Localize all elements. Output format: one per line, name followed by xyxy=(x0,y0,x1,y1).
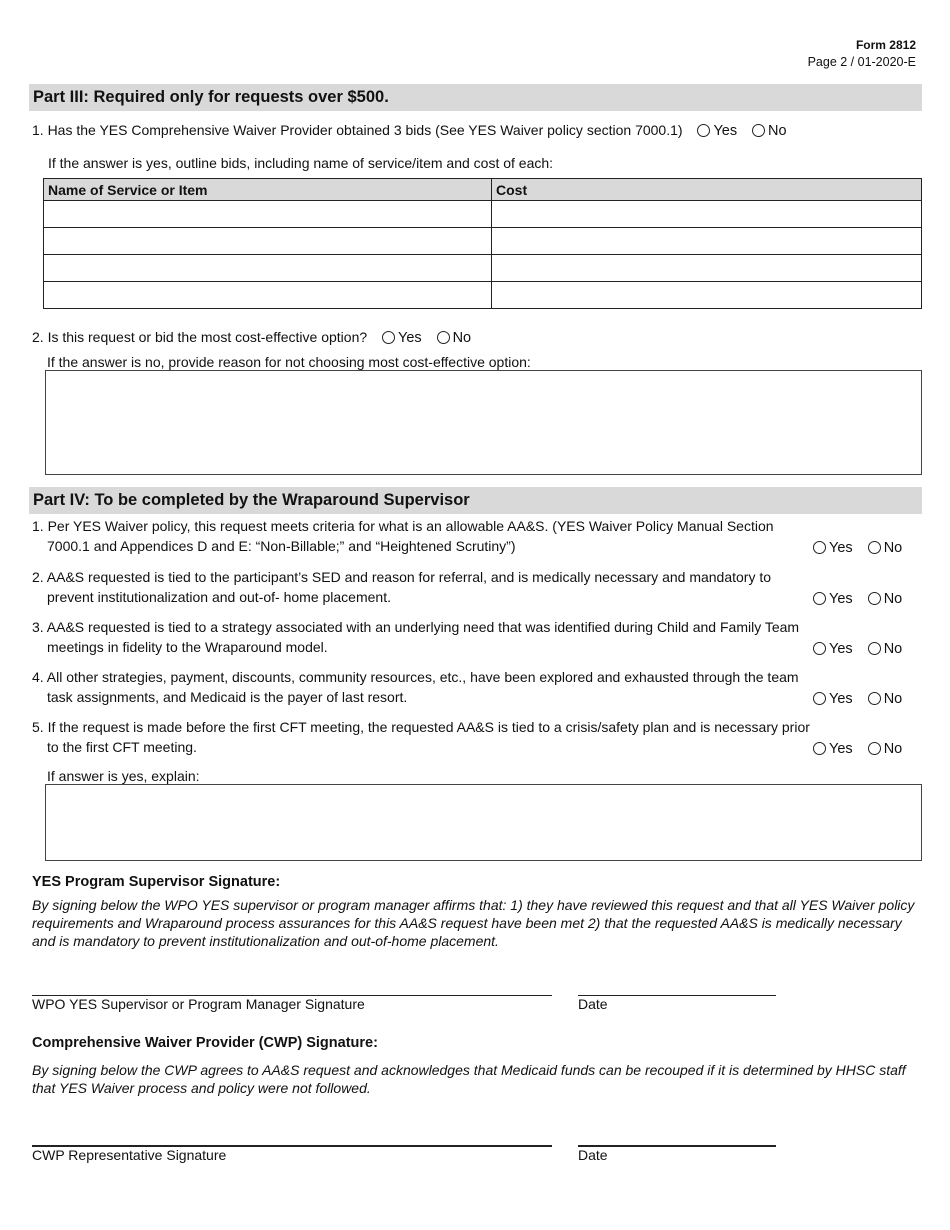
radio-button-icon[interactable] xyxy=(813,642,826,655)
radio-button-icon[interactable] xyxy=(437,331,450,344)
no-option[interactable]: No xyxy=(868,641,903,657)
radio-button-icon[interactable] xyxy=(868,692,881,705)
bids-table xyxy=(43,178,922,309)
radio-button-icon[interactable] xyxy=(697,124,710,137)
table-row xyxy=(44,228,922,255)
q2-no-option[interactable]: No xyxy=(437,328,472,348)
criterion-1: 1. Per YES Waiver policy, this request meets criteria for what is an allowable AA&S. (YES Waiver Policy Manual Section 7000.1 and Appendices D and E: “Non-Billable;” and “Heightened Scrutiny”) xyxy=(32,518,774,554)
reason-textbox[interactable] xyxy=(45,370,922,475)
explain-label: If answer is yes, explain: xyxy=(47,768,200,784)
radio-button-icon[interactable] xyxy=(813,692,826,705)
service-cell[interactable] xyxy=(44,255,492,282)
table-row xyxy=(44,255,922,282)
service-column-header: Name of Service or Item xyxy=(44,179,492,201)
yes-option[interactable]: Yes xyxy=(813,741,853,757)
radio-button-icon[interactable] xyxy=(382,331,395,344)
page-info: Page 2 / 01-2020-E xyxy=(807,55,916,69)
criterion-3-options xyxy=(813,641,902,657)
criterion-1-options xyxy=(813,540,902,556)
yes-option[interactable]: Yes xyxy=(813,641,853,657)
criterion-4: 4. All other strategies, payment, discounts, community resources, etc., have been explored and exhausted through the team task assignments, and Medicaid is the payer of last resort. xyxy=(32,669,799,705)
question-2-subtext: If the answer is no, provide reason for not choosing most cost-effective option: xyxy=(47,354,531,370)
radio-button-icon[interactable] xyxy=(868,592,881,605)
radio-button-icon[interactable] xyxy=(813,592,826,605)
radio-button-icon[interactable] xyxy=(868,642,881,655)
radio-button-icon[interactable] xyxy=(868,541,881,554)
radio-button-icon[interactable] xyxy=(813,541,826,554)
criterion-4-options xyxy=(813,691,902,707)
q1-no-option[interactable]: No xyxy=(752,121,787,141)
table-header-row xyxy=(44,179,922,201)
cwp-signature-label: CWP Representative Signature xyxy=(32,1147,227,1163)
yes-option[interactable]: Yes xyxy=(813,591,853,607)
cost-column-header: Cost xyxy=(492,179,922,201)
radio-button-icon[interactable] xyxy=(752,124,765,137)
service-cell[interactable] xyxy=(44,201,492,228)
cost-cell[interactable] xyxy=(492,282,922,309)
supervisor-signature-heading: YES Program Supervisor Signature: xyxy=(32,874,281,890)
part4-title: Part IV: To be completed by the Wraparound Supervisor xyxy=(29,487,922,514)
question-1-text: 1. Has the YES Comprehensive Waiver Provider obtained 3 bids (See YES Waiver policy section 7000.1) xyxy=(32,122,683,138)
question-2 xyxy=(32,327,471,348)
q1-yes-option[interactable]: Yes xyxy=(697,121,737,141)
question-1-subtext: If the answer is yes, outline bids, including name of service/item and cost of each: xyxy=(48,155,554,171)
criterion-5: 5. If the request is made before the first CFT meeting, the requested AA&S is tied to a crisis/safety plan and is necessary prior to the first CFT meeting. xyxy=(32,719,810,755)
part3-title: Part III: Required only for requests over $500. xyxy=(29,84,922,111)
no-option[interactable]: No xyxy=(868,741,903,757)
no-option[interactable]: No xyxy=(868,540,903,556)
question-1 xyxy=(32,120,787,141)
table-row xyxy=(44,282,922,309)
cost-cell[interactable] xyxy=(492,255,922,282)
cost-cell[interactable] xyxy=(492,228,922,255)
supervisor-signature-label: WPO YES Supervisor or Program Manager Signature xyxy=(32,996,365,1012)
explain-textbox[interactable] xyxy=(45,784,922,861)
cost-cell[interactable] xyxy=(492,201,922,228)
yes-option[interactable]: Yes xyxy=(813,540,853,556)
radio-button-icon[interactable] xyxy=(813,742,826,755)
service-cell[interactable] xyxy=(44,282,492,309)
criterion-2: 2. AA&S requested is tied to the participant’s SED and reason for referral, and is medically necessary and mandatory to prevent institutionalization and out-of- home placement. xyxy=(32,569,772,605)
cwp-signature-heading: Comprehensive Waiver Provider (CWP) Signature: xyxy=(32,1035,378,1051)
no-option[interactable]: No xyxy=(868,591,903,607)
criterion-2-options xyxy=(813,591,902,607)
supervisor-date-label: Date xyxy=(578,996,608,1012)
criterion-3: 3. AA&S requested is tied to a strategy associated with an underlying need that was identified during Child and Family Team meetings in fidelity to the Wraparound model. xyxy=(32,619,800,655)
cwp-date-label: Date xyxy=(578,1147,608,1163)
yes-option[interactable]: Yes xyxy=(813,691,853,707)
service-cell[interactable] xyxy=(44,228,492,255)
table-row xyxy=(44,201,922,228)
criterion-5-options xyxy=(813,741,902,757)
question-2-text: 2. Is this request or bid the most cost-effective option? xyxy=(32,329,368,345)
q2-yes-option[interactable]: Yes xyxy=(382,328,422,348)
cwp-signature-text: By signing below the CWP agrees to AA&S request and acknowledges that Medicaid funds can be recouped if it is determined by HHSC staff that YES Waiver process and policy were not followed. xyxy=(32,1062,906,1096)
form-number: Form 2812 xyxy=(855,38,916,52)
no-option[interactable]: No xyxy=(868,691,903,707)
supervisor-signature-text: By signing below the WPO YES supervisor or program manager affirms that: 1) they have reviewed this request and that all YES Waiver policy requirements and Wraparound process assurances for this AA&S request have been met 2) that the requested AA&S is medically necessary and is mandatory to prevent institutionalization and out-of-home placement. xyxy=(32,897,915,949)
radio-button-icon[interactable] xyxy=(868,742,881,755)
